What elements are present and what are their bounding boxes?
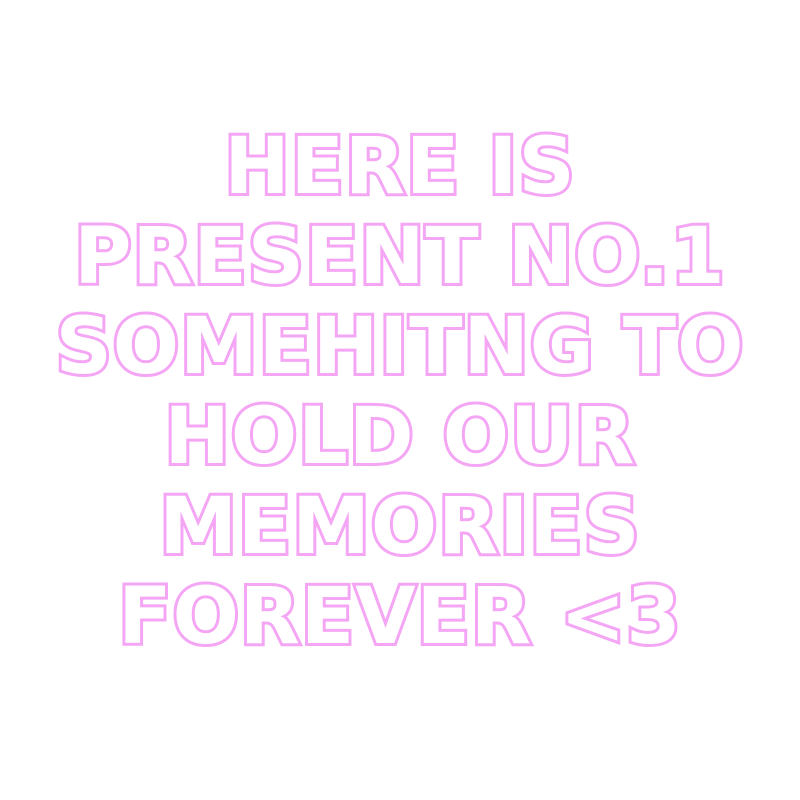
message-line-3: SOMEHITNG TO <box>55 302 745 392</box>
message-line-5: MEMORIES <box>159 482 641 572</box>
message-line-2: PRESENT NO.1 <box>74 212 726 302</box>
message-text <box>0 122 800 662</box>
message-line-6: FOREVER <3 <box>118 572 682 662</box>
message-line-1: HERE IS <box>224 122 576 212</box>
message-line-4: HOLD OUR <box>164 392 636 482</box>
